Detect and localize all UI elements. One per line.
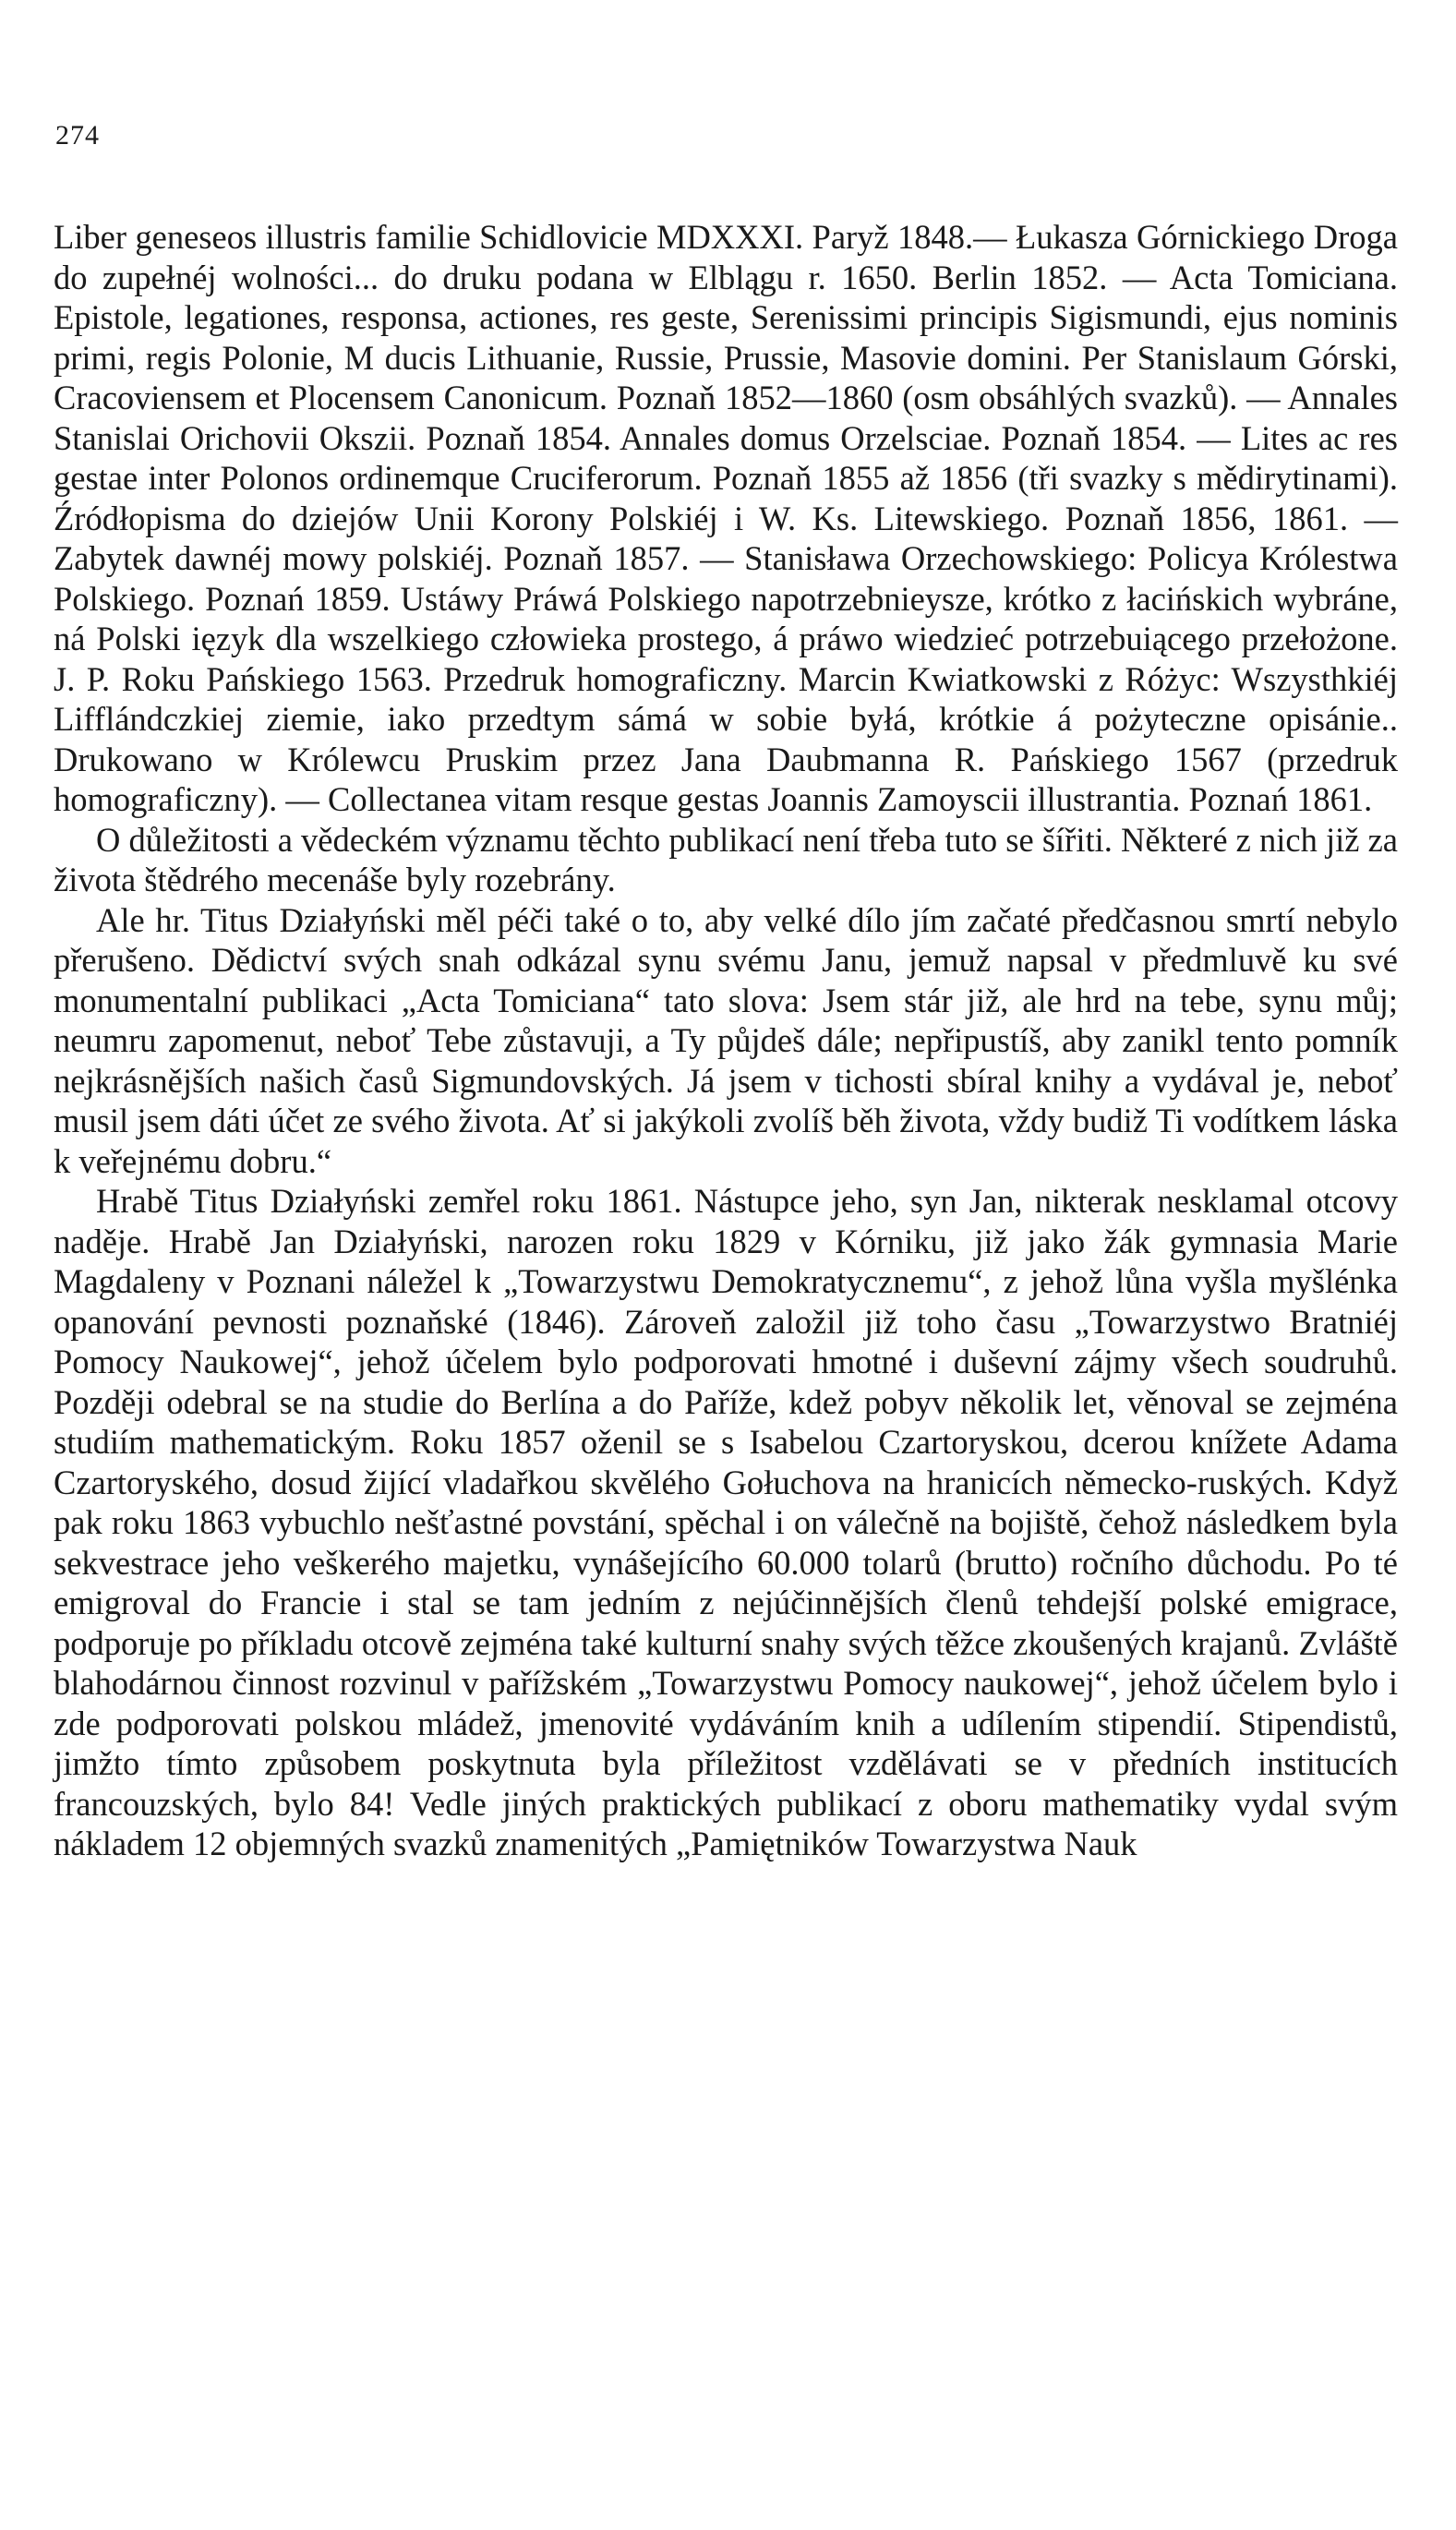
paragraph-importance: O důležitosti a vědeckém významu těchto publikací není třeba tuto se šířiti. Některé z nich již za života štědrého mecenáše byly rozebrány. xyxy=(54,820,1398,898)
paragraph-jan-dzialynski: Hrabě Titus Działyński zemřel roku 1861. Nástupce jeho, syn Jan, nikterak nesklamal otcovy naděje. Hrabě Jan Działyński, narozen roku 1829 v Kórniku, již jako žák gymnasia Marie Magdaleny v Poznani náležel k „Towarzystwu Demokratycznemu“, z jehož lůna vyšla myšlénka opanování pevnosti poznaňské (1846). Zároveň založil již toho času „Towarzystwo Bratniéj Pomocy Naukowej“, jehož účelem bylo podporovati hmotné i duševní zájmy všech soudruhů. Později odebral se na studie do Berlína a do Paříže, kdež pobyv několik let, věnoval se zejména studiím mathematickým. Roku 1857 oženil se s Isabelou Czartoryskou, dcerou knížete Adama Czartoryského, dosud žijící vladařkou skvělého Gołuchova na hranicích německo-ruských. Když pak roku 1863 vybuchlo nešťastné povstání, spěchal i on válečně na bojiště, čehož následkem byla sekvestrace jeho veškerého majetku, vynášejícího 60.000 tolarů (brutto) ročního důchodu. Po té emigroval do Francie i stal se tam jedním z nejúčinnějších členů tehdejší polské emigrace, podporuje po příkladu otcově zejména také kulturní snahy svých těžce zkoušených krajanů. Zvláště blahodárnou činnost rozvinul v pařížském „Towarzystwu Pomocy naukowej“, jehož účelem bylo i zde podporovati polskou mládež, jmenovité vydáváním knih a udílením stipendií. Stipendistů, jimžto tímto způsobem poskytnuta byla příležitost vzdělávati se v předních institucích francouzských, bylo 84! Vedle jiných praktických publikací z oboru mathematiky vydal svým nákladem 12 objemných svazků znamenitých „Pamiętników Towarzystwa Nauk xyxy=(54,1182,1398,1862)
paragraph-bibliography: Liber geneseos illustris familie Schidlovicie MDXXXI. Paryž 1848.— Łukasza Górnickiego Droga do zupełnéj wolności... do druku podana w Elblągu r. 1650. Berlin 1852. — Acta Tomiciana. Epistole, legationes, responsa, actiones, res geste, Serenissimi principis Sigismundi, ejus nominis primi, regis Polonie, M ducis Lithuanie, Russie, Prussie, Masovie domini. Per Stanislaum Górski, Cracoviensem et Plocensem Canonicum. Poznaň 1852—1860 (osm obsáhlých svazků). — Annales Stanislai Orichovii Okszii. Poznaň 1854. Annales domus Orzelsciae. Poznaň 1854. — Lites ac res gestae inter Polonos ordinemque Cruciferorum. Poznaň 1855 až 1856 (tři svazky s mědirytinami). Źródłopisma do dziejów Unii Korony Polskiéj i W. Ks. Litewskiego. Poznaň 1856, 1861. — Zabytek dawnéj mowy polskiéj. Poznaň 1857. — Stanisława Orzechowskiego: Policya Królestwa Polskiego. Poznań 1859. Ustáwy Práwá Polskiego napotrzebnieysze, krótko z łacińskich wybráne, ná Polski ięzyk dla wszelkiego człowieka prostego, á práwo wiedzieć potrzebuiącego przełożone. J. P. Roku Pańskiego 1563. Przedruk homograficzny. Marcin Kwiatkowski z Różyc: Wszysthkiéj Lifflándczkiej ziemie, iako przedtym sámá w sobie byłá, krótkie á pożyteczne opisánie.. Drukowano w Królewcu Pruskim przez Jana Daubmanna R. Pańskiego 1567 (przedruk homograficzny). — Collectanea vitam resque gestas Joannis Zamoyscii illustrantia. Poznań 1861. xyxy=(54,218,1398,818)
text-body xyxy=(54,217,1398,1864)
page-number: 274 xyxy=(55,120,100,151)
paragraph-legacy: Ale hr. Titus Działyński měl péči také o to, aby velké dílo jím začaté předčasnou smrtí nebylo přerušeno. Dědictví svých snah odkázal synu svému Janu, jemuž napsal v předmluvě ku své monumentalní publikaci „Acta Tomiciana“ tato slova: Jsem stár již, ale hrd na tebe, synu můj; neumru zapomenut, neboť Tebe zůstavuji, a Ty půjdeš dále; nepřipustíš, aby zanikl tento pomník nejkrásnějších našich časů Sigmundovských. Já jsem v tichosti sbíral knihy a vydával je, neboť musil jsem dáti účet ze svého života. Ať si jakýkoli zvolíš běh života, vždy budiž Ti vodítkem láska k veřejnému dobru.“ xyxy=(54,900,1398,1180)
